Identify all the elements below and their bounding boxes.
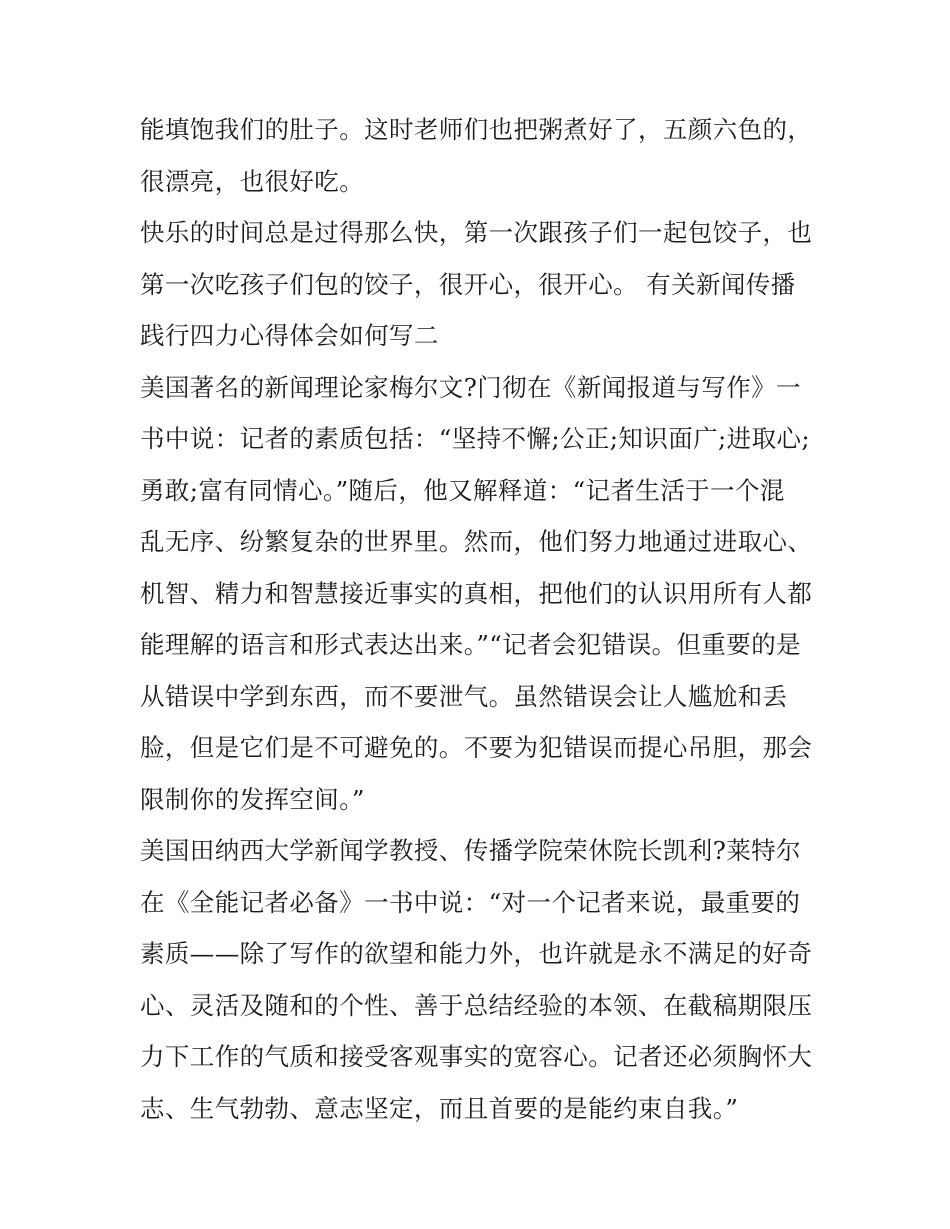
document-body — [140, 104, 820, 1134]
text-line: 脸，但是它们是不可避免的。不要为犯错误而提心吊胆，那会 — [140, 733, 813, 762]
text-line: 素质——除了写作的欲望和能力外，也许就是永不满足的好奇 — [140, 939, 813, 968]
text-line: 志、生气勃勃、意志坚定，而且首要的是能约束自我。” — [140, 1093, 739, 1123]
text-line: 限制你的发挥空间。” — [140, 784, 365, 814]
text-line: 力下工作的气质和接受客观事实的宽容心。记者还必须胸怀大 — [140, 1042, 813, 1071]
text-line: 美国田纳西大学新闻学教授、传播学院荣休院长凯利?莱特尔 — [140, 836, 801, 865]
text-line: 勇敢;富有同情心。”随后，他又解释道：“记者生活于一个混 — [140, 475, 785, 505]
text-line: 机智、精力和智慧接近事实的真相，把他们的认识用所有人都 — [140, 578, 813, 608]
text-line: 践行四力心得体会如何写二 — [140, 321, 439, 350]
text-line: 美国著名的新闻理论家梅尔文?门彻在《新闻报道与写作》一 — [140, 372, 801, 402]
text-line: 书中说：记者的素质包括：“坚持不懈;公正;知识面广;进取心; — [140, 424, 811, 453]
text-line: 快乐的时间总是过得那么快，第一次跟孩子们一起包饺子，也 — [140, 218, 813, 247]
text-line: 能填饱我们的肚子。这时老师们也把粥煮好了，五颜六色的， — [140, 115, 813, 144]
text-line: 第一次吃孩子们包的饺子，很开心，很开心。 有关新闻传播 — [140, 269, 796, 299]
text-line: 乱无序、纷繁复杂的世界里。然而，他们努力地通过进取心、 — [140, 527, 813, 556]
text-line: 在《全能记者必备》一书中说：“对一个记者来说，最重要的 — [140, 887, 801, 917]
text-line: 从错误中学到东西，而不要泄气。虽然错误会让人尴尬和丢 — [140, 681, 788, 711]
text-line: 心、灵活及随和的个性、善于总结经验的本领、在截稿期限压 — [140, 990, 813, 1020]
text-line: 能理解的语言和形式表达出来。”“记者会犯错误。但重要的是 — [140, 630, 801, 659]
text-line: 很漂亮，也很好吃。 — [140, 166, 365, 196]
